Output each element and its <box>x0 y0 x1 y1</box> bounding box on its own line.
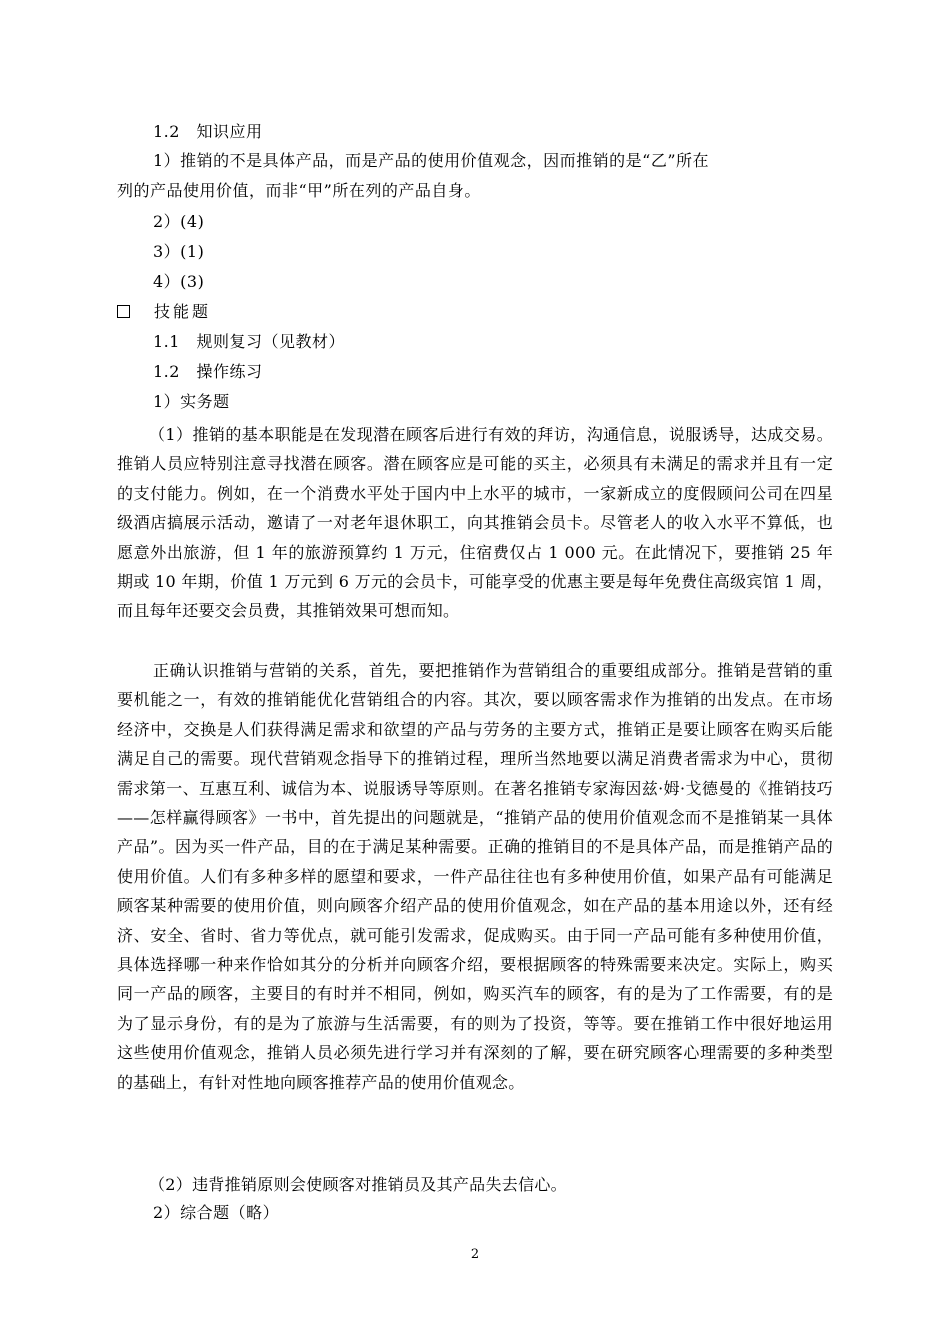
answer-1-line-2: 列的产品使用价值，而非“甲”所在列的产品自身。 <box>117 181 481 200</box>
section-heading-1-2: 1.2 知识应用 <box>153 122 263 141</box>
section-heading-1-1: 1.1 规则复习（见教材） <box>153 332 345 351</box>
skills-heading-label: 技能题 <box>154 302 212 321</box>
paragraph-4: 2）综合题（略） <box>153 1203 280 1222</box>
answer-3: 3）(1) <box>153 242 205 261</box>
page-number: 2 <box>470 1247 480 1262</box>
answer-2: 2）(4) <box>153 212 205 231</box>
skills-heading <box>117 302 211 322</box>
answer-1-line-1: 1）推销的不是具体产品，而是产品的使用价值观念，因而推销的是“乙”所在 <box>153 151 710 170</box>
answer-4: 4）(3) <box>153 272 205 291</box>
paragraph-2: 正确认识推销与营销的关系，首先，要把推销作为营销组合的重要组成部分。推销是营销的重要机能之一，有效的推销能优化营销组合的内容。其次，要以顾客需求作为推销的出发点。在市场经济中，交换是人们获得满足需求和欲望的产品与劳务的主要方式，推销正是要让顾客在购买后能满足自己的需要。现代营销观念指导下的推销过程，理所当然地要以满足消费者需求为中心，贯彻需求第一、互惠互利、诚信为本、说服诱导等原则。在著名推销专家海因兹·姆·戈德曼的《推销技巧——怎样赢得顾客》一书中，首先提出的问题就是，“推销产品的使用价值观念而不是推销某一具体产品”。因为买一件产品，目的在于满足某种需要。正确的推销目的不是具体产品，而是推销产品的使用价值。人们有多种多样的愿望和要求，一件产品往往也有多种使用价值，如果产品有可能满足顾客某种需要的使用价值，则向顾客介绍产品的使用价值观念，如在产品的基本用途以外，还有经济、安全、省时、省力等优点，就可能引发需求，促成购买。由于同一产品可能有多种使用价值，具体选择哪一种来作恰如其分的分析并向顾客介绍，要根据顾客的特殊需要来决定。实际上，购买同一产品的顾客，主要目的有时并不相同，例如，购买汽车的顾客，有的是为了工作需要，有的是为了显示身份，有的是为了旅游与生活需要，有的则为了投资，等等。要在推销工作中很好地运用这些使用价值观念，推销人员必须先进行学习并有深刻的了解，要在研究顾客心理需要的多种类型的基础上，有针对性地向顾客推荐产品的使用价值观念。 <box>117 661 833 1092</box>
section-heading-1-2b: 1.2 操作练习 <box>153 362 263 381</box>
checkbox-square-icon <box>117 305 130 318</box>
paragraph-3: （2）违背推销原则会使顾客对推销员及其产品失去信心。 <box>149 1175 567 1194</box>
practice-question-label: 1）实务题 <box>153 392 230 411</box>
paragraph-1: （1）推销的基本职能是在发现潜在顾客后进行有效的拜访，沟通信息，说服诱导，达成交易。推销人员应特别注意寻找潜在顾客。潜在顾客应是可能的买主，必须具有未满足的需求并且有一定的支付能力。例如，在一个消费水平处于国内中上水平的城市，一家新成立的度假顾问公司在四星级酒店搞展示活动，邀请了一对老年退休职工，向其推销会员卡。尽管老人的收入水平不算低，也愿意外出旅游，但 1 年的旅游预算约 1 万元，住宿费仅占 1 000 元。在此情况下，要推销 25 年期或 10 年期，价值 1 万元到 6 万元的会员卡，可能享受的优惠主要是每年免费住高级宾馆 1 周，而且每年还要交会员费，其推销效果可想而知。 <box>117 425 833 621</box>
